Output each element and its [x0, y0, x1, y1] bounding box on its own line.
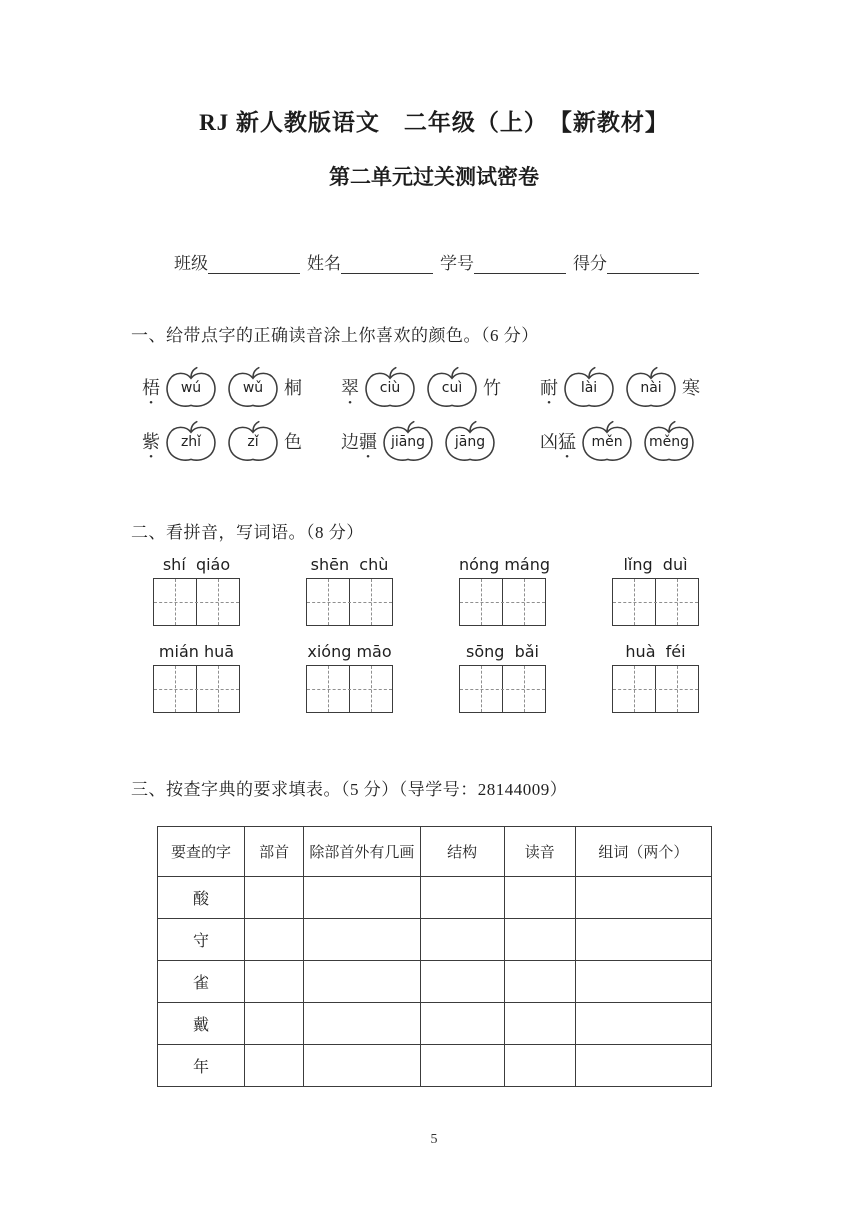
- target-char-cell: 酸: [158, 877, 245, 919]
- info-field-student-id: [440, 249, 566, 274]
- section-three-heading: 三、按查字典的要求填表。（5 分）（导学号：28144009）: [131, 780, 568, 799]
- writing-grid[interactable]: [153, 578, 240, 626]
- pronunciation-item-wu: [142, 366, 341, 410]
- pinyin-option: nài: [640, 380, 662, 396]
- char-before: 凶: [540, 432, 558, 452]
- apple-option[interactable]: [379, 420, 437, 464]
- answer-cell[interactable]: [504, 919, 575, 961]
- char-after: 色: [284, 432, 302, 452]
- pinyin-label: shēn chù: [310, 555, 389, 574]
- pinyin-option: lài: [580, 380, 598, 396]
- char-after: 竹: [483, 378, 501, 398]
- grid-cell[interactable]: [350, 579, 392, 625]
- answer-cell[interactable]: [575, 877, 711, 919]
- apple-option[interactable]: [224, 420, 282, 464]
- pronunciation-item-meng: [540, 420, 739, 464]
- pinyin-label: nóng máng: [459, 555, 550, 574]
- pinyin-option: cuì: [441, 380, 463, 396]
- writing-grid[interactable]: [612, 578, 699, 626]
- answer-cell[interactable]: [244, 919, 303, 961]
- grid-cell[interactable]: [307, 666, 350, 712]
- table-row: [158, 961, 712, 1003]
- answer-cell[interactable]: [420, 919, 504, 961]
- pinyin-label: xióng māo: [307, 642, 392, 661]
- pinyin-label: sōng bǎi: [466, 642, 539, 661]
- answer-cell[interactable]: [420, 961, 504, 1003]
- score-input-line[interactable]: [607, 254, 699, 274]
- pronunciation-item-zi: [142, 420, 341, 464]
- word-unit: [306, 642, 393, 713]
- table-header-row: [158, 827, 712, 877]
- answer-cell[interactable]: [304, 919, 420, 961]
- dotted-char: 紫 •: [142, 433, 160, 451]
- grid-cell[interactable]: [656, 666, 698, 712]
- word-unit: [306, 555, 393, 626]
- answer-cell[interactable]: [244, 1045, 303, 1087]
- target-char-cell: 戴: [158, 1003, 245, 1045]
- pinyin-option: jāng: [454, 434, 486, 450]
- pinyin-label: mián huā: [158, 642, 235, 661]
- answer-cell[interactable]: [304, 877, 420, 919]
- table-row: [158, 919, 712, 961]
- grid-cell[interactable]: [613, 666, 656, 712]
- pinyin-label: shí qiáo: [162, 555, 231, 574]
- grid-cell[interactable]: [307, 579, 350, 625]
- word-unit: [459, 642, 546, 713]
- section-one-body: [142, 366, 868, 464]
- info-field-score: [573, 249, 699, 274]
- pronunciation-row-1: [142, 366, 868, 410]
- grid-cell[interactable]: [154, 666, 197, 712]
- info-field-name: [307, 249, 433, 274]
- answer-cell[interactable]: [244, 877, 303, 919]
- answer-cell[interactable]: [504, 961, 575, 1003]
- pinyin-option: zhǐ: [180, 434, 202, 450]
- word-unit: [153, 555, 240, 626]
- word-unit: [612, 555, 699, 626]
- pinyin-words-row-2: [153, 642, 868, 713]
- pinyin-option: zǐ: [247, 434, 259, 450]
- class-input-line[interactable]: [208, 254, 300, 274]
- header-structure: 结构: [420, 827, 504, 877]
- header-target-char: 要查的字: [158, 827, 245, 877]
- answer-cell[interactable]: [304, 961, 420, 1003]
- dotted-char: 翠 •: [341, 379, 359, 397]
- pinyin-option: wú: [180, 380, 202, 396]
- pronunciation-item-cui: [341, 366, 540, 410]
- char-before: 边: [341, 432, 359, 452]
- dotted-char: 梧 •: [142, 379, 160, 397]
- page-number: 5: [430, 1132, 438, 1147]
- word-unit: [459, 555, 550, 626]
- grid-cell[interactable]: [503, 666, 545, 712]
- apple-option[interactable]: [423, 366, 481, 410]
- grid-cell[interactable]: [154, 579, 197, 625]
- pinyin-label: lǐng duì: [623, 555, 688, 574]
- pinyin-label: huà féi: [625, 642, 686, 661]
- section-two-heading: 二、看拼音，写词语。（8 分）: [131, 523, 364, 542]
- grid-cell[interactable]: [613, 579, 656, 625]
- pronunciation-item-nai: [540, 366, 739, 410]
- answer-cell[interactable]: [420, 1045, 504, 1087]
- table-row: [158, 1045, 712, 1087]
- answer-cell[interactable]: [420, 877, 504, 919]
- class-label: 班级: [174, 254, 208, 273]
- grid-cell[interactable]: [503, 579, 545, 625]
- pinyin-option: ciù: [379, 380, 401, 396]
- answer-cell[interactable]: [244, 1003, 303, 1045]
- writing-grid[interactable]: [612, 665, 699, 713]
- name-label: 姓名: [307, 254, 341, 273]
- dotted-char: 耐 •: [540, 379, 558, 397]
- char-after: 桐: [284, 378, 302, 398]
- header-strokes: 除部首外有几画: [304, 827, 420, 877]
- answer-cell[interactable]: [575, 919, 711, 961]
- pronunciation-row-2: [142, 420, 868, 464]
- grid-cell[interactable]: [460, 666, 503, 712]
- pinyin-option: měng: [648, 434, 689, 450]
- page-title: RJ 新人教版语文 二年级（上） 【新教材】: [199, 110, 669, 135]
- target-char-cell: 守: [158, 919, 245, 961]
- apple-option[interactable]: [162, 366, 220, 410]
- answer-cell[interactable]: [304, 1003, 420, 1045]
- apple-option[interactable]: [361, 366, 419, 410]
- target-char-cell: 年: [158, 1045, 245, 1087]
- pinyin-option: měn: [591, 434, 623, 450]
- answer-cell[interactable]: [504, 1003, 575, 1045]
- writing-grid[interactable]: [153, 665, 240, 713]
- pronunciation-item-jiang: [341, 420, 540, 464]
- answer-cell[interactable]: [304, 1045, 420, 1087]
- student-info-line: [174, 249, 868, 274]
- student-id-input-line[interactable]: [474, 254, 566, 274]
- grid-cell[interactable]: [350, 666, 392, 712]
- word-unit: [612, 642, 699, 713]
- header-pronunciation: 读音: [504, 827, 575, 877]
- apple-option[interactable]: [578, 420, 636, 464]
- writing-grid[interactable]: [306, 665, 393, 713]
- grid-cell[interactable]: [460, 579, 503, 625]
- answer-cell[interactable]: [575, 1045, 711, 1087]
- name-input-line[interactable]: [341, 254, 433, 274]
- apple-option[interactable]: [640, 420, 698, 464]
- writing-grid[interactable]: [306, 578, 393, 626]
- exam-subtitle: 第二单元过关测试密卷: [329, 165, 539, 189]
- dotted-char: 疆 •: [359, 433, 377, 451]
- char-after: 寒: [682, 378, 700, 398]
- dotted-char: 猛 •: [558, 433, 576, 451]
- dictionary-table: [157, 826, 712, 1087]
- score-label: 得分: [573, 254, 607, 273]
- apple-option[interactable]: [162, 420, 220, 464]
- apple-option[interactable]: [622, 366, 680, 410]
- grid-cell[interactable]: [197, 579, 239, 625]
- answer-cell[interactable]: [504, 1045, 575, 1087]
- writing-grid[interactable]: [459, 665, 546, 713]
- table-row: [158, 877, 712, 919]
- apple-option[interactable]: [441, 420, 499, 464]
- table-row: [158, 1003, 712, 1045]
- pinyin-words-row-1: [153, 555, 868, 626]
- answer-cell[interactable]: [575, 1003, 711, 1045]
- answer-cell[interactable]: [244, 961, 303, 1003]
- grid-cell[interactable]: [197, 666, 239, 712]
- answer-cell[interactable]: [575, 961, 711, 1003]
- target-char-cell: 雀: [158, 961, 245, 1003]
- section-one-heading: 一、给带点字的正确读音涂上你喜欢的颜色。（6 分）: [131, 326, 539, 345]
- answer-cell[interactable]: [420, 1003, 504, 1045]
- info-field-class: [174, 249, 300, 274]
- answer-cell[interactable]: [504, 877, 575, 919]
- student-id-label: 学号: [440, 254, 474, 273]
- pinyin-option: wǔ: [242, 380, 264, 396]
- apple-option[interactable]: [560, 366, 618, 410]
- grid-cell[interactable]: [656, 579, 698, 625]
- word-unit: [153, 642, 240, 713]
- header-words: 组词（两个）: [575, 827, 711, 877]
- apple-option[interactable]: [224, 366, 282, 410]
- header-radical: 部首: [244, 827, 303, 877]
- pinyin-option: jiāng: [390, 434, 426, 450]
- writing-grid[interactable]: [459, 578, 546, 626]
